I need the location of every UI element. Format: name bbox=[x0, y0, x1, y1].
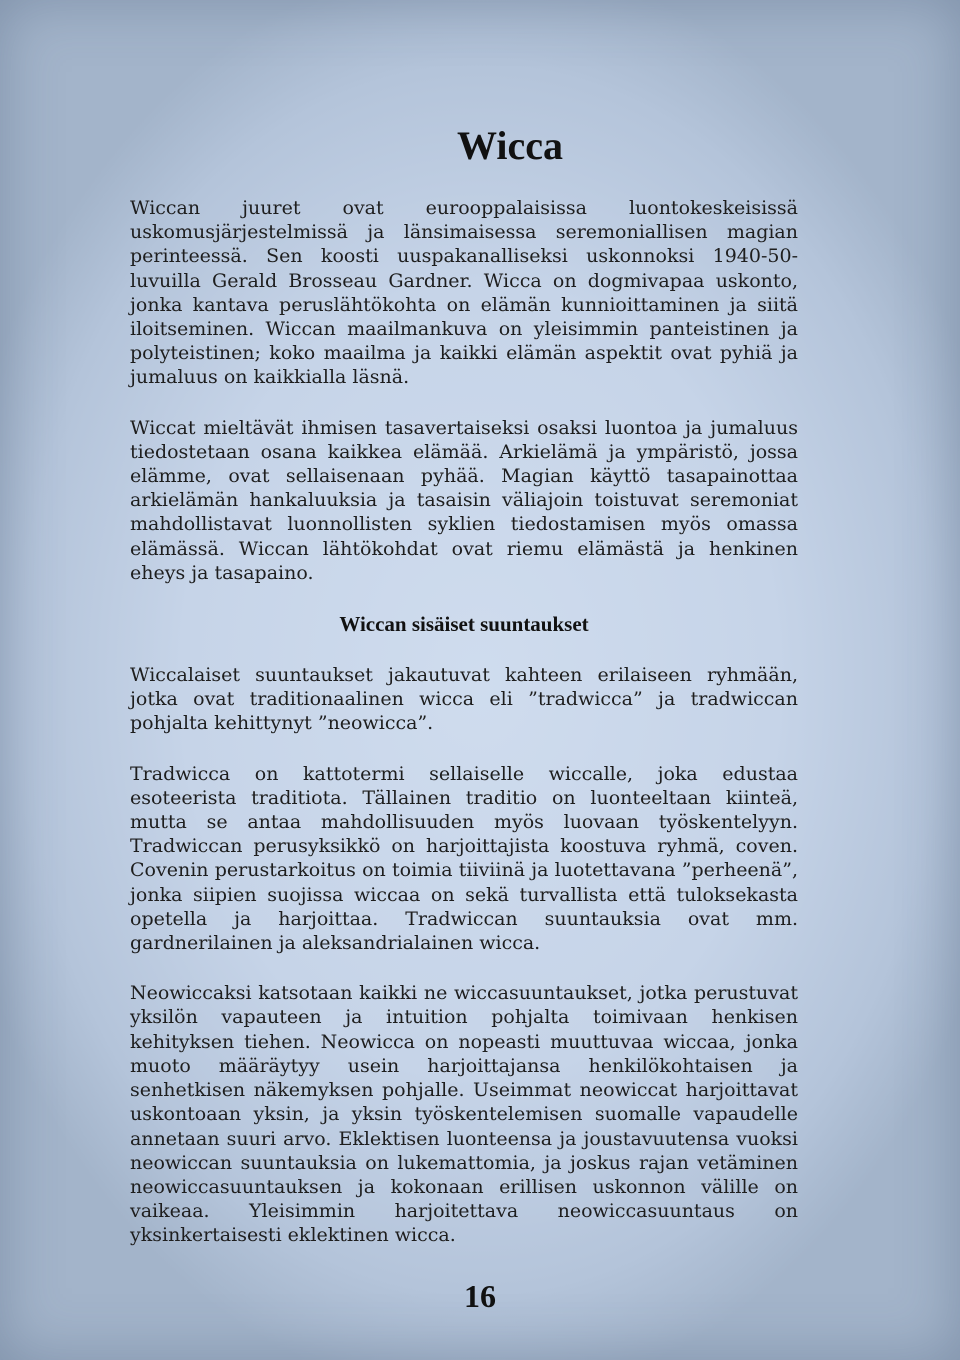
body-text bbox=[130, 196, 798, 1274]
paragraph-worldview: Wiccat mieltävät ihmisen tasavertaiseksi osaksi luontoa ja jumaluus tiedostetaan osana kaikkea elämää. Arkielämä ja ympäristö, jossa elämme, ovat sellaisenaan pyhää. Magian käyttö tasapainottaa arkielämän hankaluuksia ja tasaisin väliajoin toistuvat seremoniat mahdollistavat luonnollisten syklien tiedostamisen myös omassa elämässä. Wiccan lähtökohdat ovat riemu elämästä ja henkinen eheys ja tasapaino. bbox=[130, 416, 798, 584]
paragraph-tradwicca: Tradwicca on kattotermi sellaiselle wiccalle, joka edustaa esoteerista traditiota. Tällainen traditio on luonteeltaan kiinteä, mutta se antaa mahdollisuuden myös luovaan työskentelyyn. Tradwiccan perusyksikkö on harjoittajista koostuva ryhmä, coven. Covenin perustarkoitus on toimia tiiviinä ja luotettavana ”perheenä”, jonka siipien suojissa wiccaa on sekä turvallista että tuloksekasta opetella ja harjoittaa. Tradwiccan suuntauksia ovat mm. gardnerilainen ja aleksandrialainen wicca. bbox=[130, 762, 798, 955]
paragraph-origins: Wiccan juuret ovat eurooppalaisissa luontokeskeisissä uskomusjärjestelmissä ja länsimaisessa seremoniallisen magian perinteessä. Sen koosti uuspakanalliseksi uskonnoksi 1940-50-luvuilla Gerald Brosseau Gardner. Wicca on dogmivapaa uskonto, jonka kantava peruslähtökohta on elämän kunnioittaminen ja siitä iloitseminen. Wiccan maailmankuva on yleisimmin panteistinen ja polyteistinen; koko maailma ja kaikki elämän aspektit ovat pyhiä ja jumaluus on kaikkialla läsnä. bbox=[130, 197, 798, 389]
section-heading: Wiccan sisäiset suuntaukset bbox=[339, 612, 589, 637]
page-number: 16 bbox=[464, 1278, 496, 1314]
paragraph-traditions: Wiccalaiset suuntaukset jakautuvat kahteen erilaiseen ryhmään, jotka ovat traditionaalinen wicca eli ”tradwicca” ja tradwiccan pohjalta kehittynyt ”neowicca”. bbox=[130, 664, 798, 735]
page-title: Wicca bbox=[457, 123, 563, 168]
paragraph-neowicca: Neowiccaksi katsotaan kaikki ne wiccasuuntaukset, jotka perustuvat yksilön vapauteen ja intuition pohjalta toimivaan henkisen kehityksen tiehen. Neowicca on nopeasti muuttuvaa wiccaa, jonka muoto määräytyy usein harjoittajansa henkilökohtaisen ja senhetkisen näkemyksen pohjalle. Useimmat neowiccat harjoittavat uskontoaan yksin, ja yksin työskentelemisen suomalle vapaudelle annetaan suuri arvo. Eklektisen luonteensa ja joustavuutensa vuoksi neowiccan suuntauksia on lukemattomia, ja joskus rajan vetäminen neowiccasuuntauksen ja kokonaan erillisen uskonnon välille on vaikeaa. Yleisimmin harjoitettava neowiccasuuntaus on yksinkertaisesti eklektinen wicca. bbox=[130, 982, 798, 1247]
